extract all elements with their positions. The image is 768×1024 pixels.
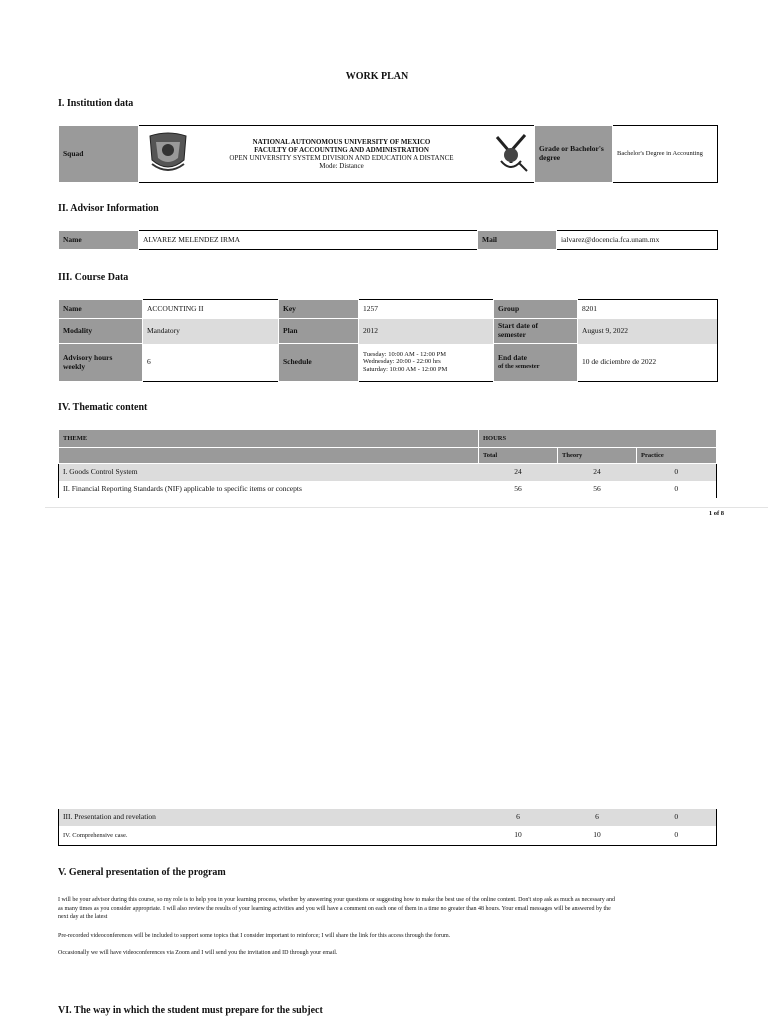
section-heading-presentation: V. General presentation of the program <box>58 867 226 878</box>
schedule-value: Tuesday: 10:00 AM - 12:00 PM Wednesday: 20:00 - 22:00 hrs Saturday: 10:00 AM - 12:00 PM <box>359 344 494 382</box>
grade-label: Grade or Bachelor's degree <box>535 126 613 183</box>
course-table <box>58 299 718 382</box>
advisor-name-value: ALVAREZ MELENDEZ IRMA <box>139 231 478 250</box>
section-heading-preparation: VI. The way in which the student must prepare for the subject <box>58 1005 323 1016</box>
thematic-table <box>58 429 717 498</box>
theory-cell: 24 <box>593 466 601 476</box>
theory-header: Theory <box>558 448 637 464</box>
section-heading-course: III. Course Data <box>58 272 129 283</box>
start-date-value: August 9, 2022 <box>578 319 718 344</box>
document-title: WORK PLAN <box>345 71 409 82</box>
section-heading-advisor: II. Advisor Information <box>58 203 159 214</box>
total-header: Total <box>479 448 558 464</box>
university-name: NATIONAL AUTONOMOUS UNIVERSITY OF MEXICO <box>252 137 431 146</box>
practice-cell: 0 <box>674 466 679 476</box>
course-group-label: Group <box>494 300 578 319</box>
theory-cell: 6 <box>595 812 599 822</box>
theme-cell: III. Presentation and revelation <box>63 812 156 822</box>
modality-label: Modality <box>59 319 143 344</box>
mode-text: Mode: Distance <box>319 162 364 171</box>
theory-cell: 56 <box>593 483 601 493</box>
presentation-paragraph-2: Pre-recorded videoconferences will be included to support some topics that I consider important to reinforce; I will share the link for this access through the forum. <box>58 933 451 939</box>
practice-header: Practice <box>637 448 717 464</box>
start-date-label: Start date of semester <box>494 319 578 344</box>
fca-emblem-logo <box>487 126 535 183</box>
theme-cell: I. Goods Control System <box>63 466 138 476</box>
theme-header: THEME <box>59 430 479 448</box>
plan-label: Plan <box>279 319 359 344</box>
faculty-name: FACULTY OF ACCOUNTING AND ADMINISTRATION <box>254 145 429 154</box>
modality-value: Mandatory <box>143 319 279 344</box>
advisor-mail-label: Mail <box>478 231 557 250</box>
end-date-label: End date of the semester <box>494 344 578 382</box>
presentation-paragraph-1: I will be your advisor during this course, so my role is to help you in your learning process, whether by answering your questions or suggesting how to make the best use of the online content. Don't stop ask as much as necessary and as many times as you consider appropriate. I will also review the results of your learning activities and you will have a comment on each one of them in a time no greater than 48 hours. Your email messages will be answered by the next day at the latest <box>58 897 615 921</box>
table-row <box>59 481 717 498</box>
grade-value: Bachelor's Degree in Accounting <box>613 126 718 183</box>
squad-label: Squad <box>59 126 139 183</box>
advisor-mail-value: ialvarez@docencia.fca.unam.mx <box>557 231 718 250</box>
course-key-value: 1257 <box>359 300 494 319</box>
course-name-label: Name <box>59 300 143 319</box>
practice-cell: 0 <box>674 829 679 839</box>
table-row <box>59 464 717 481</box>
theme-cell: II. Financial Reporting Standards (NIF) applicable to specific items or concepts <box>63 483 302 493</box>
presentation-paragraph-3: Occasionally we will have videoconferences via Zoom and I will send you the invitation and ID through your email. <box>58 950 338 956</box>
section-heading-institution: I. Institution data <box>58 98 134 109</box>
theme-cell: IV. Comprehensive case. <box>63 831 128 839</box>
course-group-value: 8201 <box>578 300 718 319</box>
practice-cell: 0 <box>674 812 679 822</box>
practice-cell: 0 <box>674 483 679 493</box>
total-cell: 56 <box>514 483 522 493</box>
division-name: OPEN UNIVERSITY SYSTEM DIVISION AND EDUCATION A DISTANCE <box>229 154 454 162</box>
schedule-label: Schedule <box>279 344 359 382</box>
advisory-hours-label: Advisory hours weekly <box>59 344 143 382</box>
theme-subheader-empty <box>59 448 479 464</box>
page-break-line <box>45 507 768 508</box>
hours-header: HOURS <box>479 430 717 448</box>
advisory-hours-value: 6 <box>143 344 279 382</box>
total-cell: 6 <box>516 812 520 822</box>
total-cell: 10 <box>514 829 522 839</box>
institution-table <box>58 125 718 183</box>
table-row <box>59 809 717 826</box>
theory-cell: 10 <box>593 829 601 839</box>
course-name-value: ACCOUNTING II <box>143 300 279 319</box>
advisor-table <box>58 230 718 250</box>
unam-seal-logo <box>139 126 197 183</box>
course-key-label: Key <box>279 300 359 319</box>
end-date-value: 10 de diciembre de 2022 <box>578 344 718 382</box>
section-heading-thematic: IV. Thematic content <box>58 402 148 413</box>
plan-value: 2012 <box>359 319 494 344</box>
page-number: 1 of 8 <box>708 510 724 517</box>
table-row <box>59 826 717 845</box>
advisor-name-label: Name <box>59 231 139 250</box>
university-info <box>197 126 487 183</box>
thematic-table-continued <box>58 809 717 846</box>
total-cell: 24 <box>514 466 522 476</box>
